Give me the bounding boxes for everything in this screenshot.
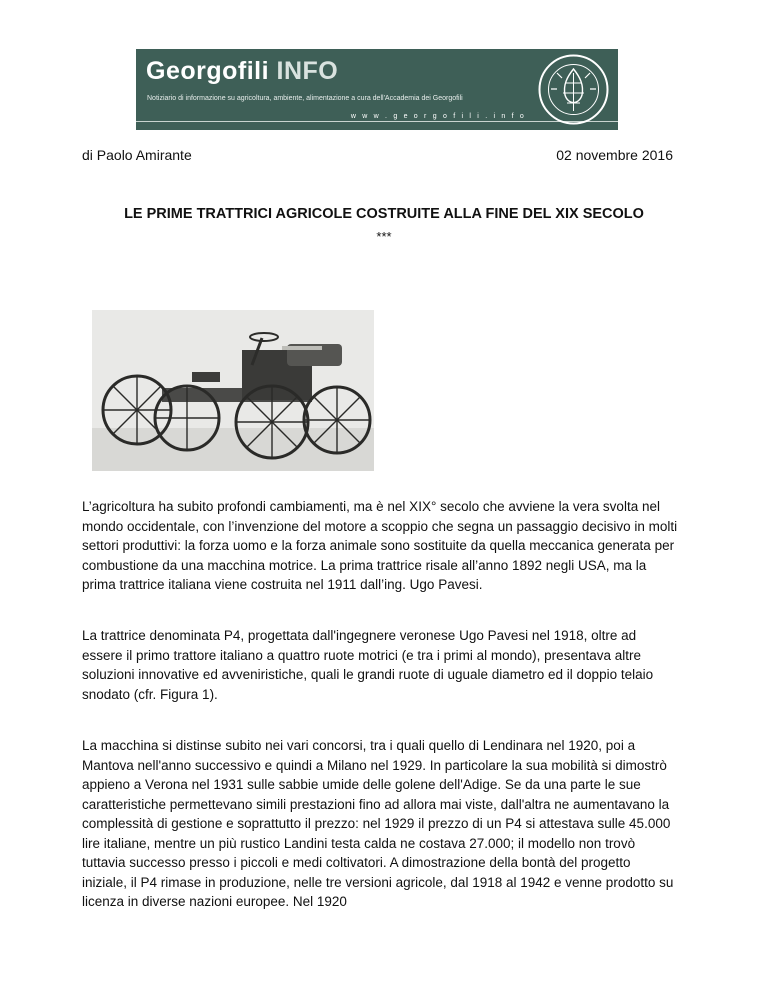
brand-logo: [146, 57, 338, 86]
paragraph-3: La macchina si distinse subito nei vari concorsi, tra i quali quello di Lendinara nel 1920, poi a Mantova nell'anno successivo e quindi a Milano nel 1929. In particolare la sua mobilità si dimostrò appieno a Verona nel 1931 sulle sabbie umide delle golene dell'Adige. Se da una parte le sue caratteristiche permettevano simili prestazioni fino ad allora mai viste, dall'altra ne aumentavano la complessità di gestione e soprattutto il prezzo: nel 1929 il prezzo di un P4 si attestava sulle 45.000 lire italiane, mentre un più rustico Landini testa calda ne costava 27.000; il modello non trovò tuttavia successo presso i piccoli e medi coltivatori. A dimostrazione della bontà del progetto iniziale, il P4 rimase in produzione, nelle tre versioni agricole, dal 1918 al 1942 e venne prodotto su licenza in diverse nazioni europee. Nel 1920: [82, 738, 674, 909]
brand-name: Georgofili: [146, 57, 270, 85]
header-banner: [136, 49, 618, 130]
paragraph-2: La trattrice denominata P4, progettata dall'ingegnere veronese Ugo Pavesi nel 1918, oltre ad essere il primo trattore italiano a quattro ruote motrici (e tra i primi al mondo), presentava altre soluzioni innovative ed avveniristiche, quali le grandi ruote di uguale diametro ed il doppio telaio snodato (cfr. Figura 1).: [82, 628, 654, 702]
academy-seal-icon: [537, 53, 610, 126]
tractor-photo: [92, 310, 374, 471]
publish-date: 02 novembre 2016: [556, 147, 673, 163]
article-title: LE PRIME TRATTRICI AGRICOLE COSTRUITE ALLA FINE DEL XIX SECOLO: [124, 206, 644, 222]
paragraph-1: L’agricoltura ha subito profondi cambiamenti, ma è nel XIX° secolo che avviene la vera svolta nel mondo occidentale, con l’invenzione del motore a scoppio che segna un passaggio decisivo in molti settori produttivi: la forza uomo e la forza animale sono sostituite da quella meccanica generata per combustione da una macchina motrice. La prima trattrice risale all’anno 1892 negli USA, ma la prima trattrice italiana viene costruita nel 1911 dall’ing. Ugo Pavesi.: [82, 499, 678, 592]
banner-tagline: Notiziario di informazione su agricoltura, ambiente, alimentazione a cura dell'Accademia dei Georgofili: [147, 95, 463, 102]
brand-info: INFO: [276, 57, 339, 85]
title-separator: ***: [376, 229, 392, 244]
banner-website: w w w . g e o r g o f i l i . i n f o: [350, 113, 526, 120]
author-line: di Paolo Amirante: [82, 147, 192, 163]
